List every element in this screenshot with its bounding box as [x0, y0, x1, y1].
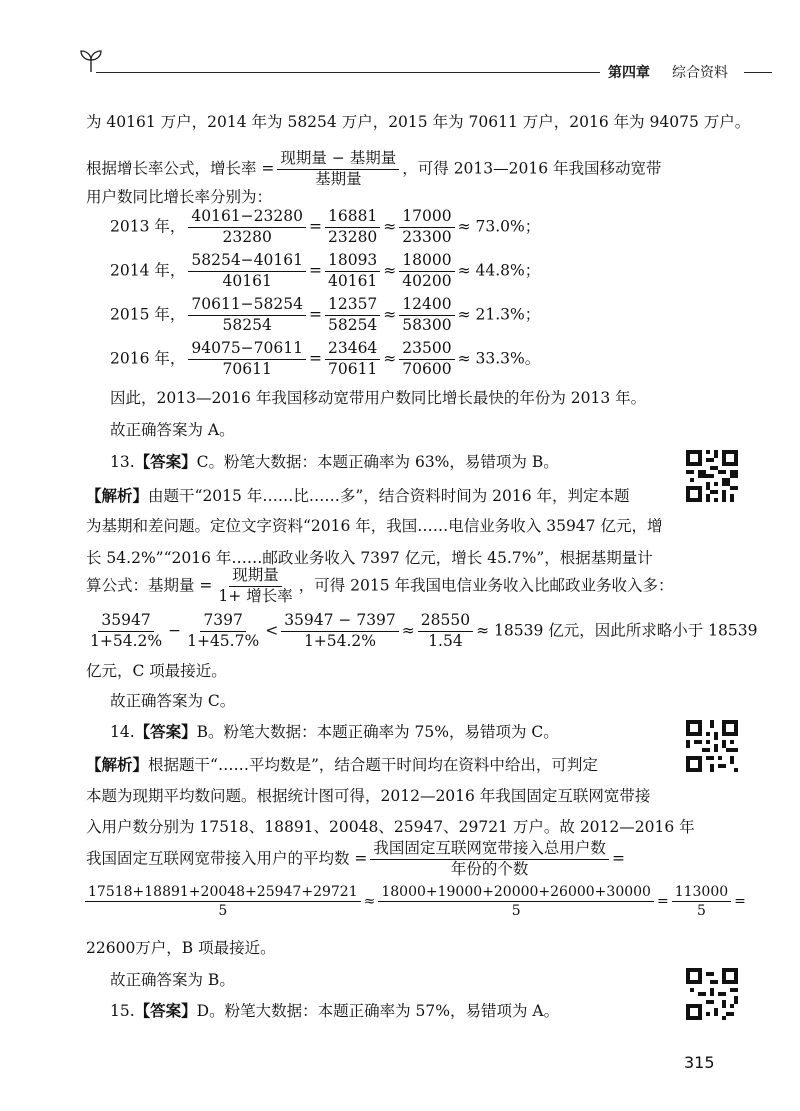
qr-code-icon[interactable] [686, 450, 738, 502]
operator: ≈ [363, 893, 376, 910]
header-rule-left [96, 72, 600, 73]
question-number: 13. [110, 453, 135, 471]
fraction-numerator: 94075−70611 [188, 340, 306, 360]
fraction-denominator: 5 [511, 903, 521, 920]
fraction [87, 612, 165, 651]
calc-line [82, 884, 746, 919]
text-run: 由题干“2015 年……比……多”，结合资料时间为 2016 年，判定本题 [148, 487, 630, 505]
fraction-numerator: 17518+18891+20048+25947+29721 [85, 884, 361, 902]
text-line: 用户数同比增长率分别为： [86, 188, 273, 206]
row-result: ≈ 44.8%； [457, 261, 541, 280]
fraction-numerator: 35947 [98, 612, 153, 632]
chapter-label: 第四章 [608, 65, 650, 81]
fraction-numerator: 35947 − 7397 [281, 612, 399, 632]
row-result: ≈ 73.0%； [457, 217, 541, 236]
fraction-numerator: 16881 [325, 208, 380, 228]
row-result: ≈ 21.3%； [457, 305, 541, 324]
fraction [325, 252, 380, 291]
fraction-denominator: 23280 [222, 227, 272, 246]
fraction-denominator: 58254 [327, 315, 378, 334]
answer-line: 故正确答案为 C。 [110, 692, 236, 710]
fraction-denominator: 年份的个数 [450, 859, 529, 878]
fraction [378, 884, 654, 919]
fraction-denominator: 58300 [402, 315, 452, 334]
fraction [399, 252, 454, 291]
fraction [215, 567, 295, 606]
fraction-denominator: 1+54.2% [303, 631, 377, 650]
qr-code-icon[interactable] [686, 968, 738, 1020]
fraction [399, 208, 454, 247]
text-line: 为 40161 万户，2014 年为 58254 万户，2015 年为 70611 万户，2016 年为 94075 万户。 [86, 113, 751, 131]
fraction-numerator: 现期量 − 基期量 [277, 150, 399, 170]
calc-row-2014: 2014 年， $\frac{58254-40161}{40161}$ = $\frac{18093}{40161}$ ≈ $\frac{18000}{40200}$ ≈ 44.8%； [110, 251, 541, 290]
fraction-denominator: 5 [696, 903, 706, 920]
fraction-denominator: 23280 [327, 227, 378, 246]
fraction-denominator: 1.54 [428, 631, 463, 650]
analysis-line [86, 753, 598, 775]
fraction [325, 296, 380, 335]
text-line: 为基期和差问题。定位文字资料“2016 年，我国……电信业务收入 35947 亿元，增 [86, 517, 663, 535]
fraction-denominator: 70611 [327, 359, 378, 378]
text-line: 亿元，C 项最接近。 [86, 662, 227, 680]
answer-text: B。粉笔大数据：本题正确率为 75%，易错项为 C。 [196, 723, 559, 741]
text-run: ，可得 2015 年我国电信业务收入比邮政业务收入多： [298, 576, 674, 595]
header-rule-right [744, 72, 772, 73]
operator: < [265, 621, 279, 640]
fraction-numerator: 18000+19000+20000+26000+30000 [378, 884, 654, 902]
fraction [399, 296, 454, 335]
fraction-denominator: 5 [218, 903, 228, 920]
fraction-numerator: 12357 [325, 296, 380, 316]
row-year: 2016 年， [110, 349, 186, 368]
fraction-denominator: 58254 [222, 315, 272, 334]
answer-tag: 【答案】 [134, 452, 197, 471]
text-run: ，可得 2013—2016 年我国移动宽带 [402, 159, 662, 178]
operator: = [656, 893, 669, 910]
text-run: 根据题干“……平均数是”，结合题干时间均在资料中给出，可判定 [148, 756, 598, 774]
fraction-numerator: 18000 [399, 252, 454, 272]
average-formula-line [86, 840, 625, 879]
fraction-denominator: 70611 [222, 359, 272, 378]
fraction [188, 252, 306, 291]
fraction-numerator: 7397 [200, 612, 245, 632]
answer-text: C。粉笔大数据：本题正确率为 63%，易错项为 B。 [196, 453, 559, 471]
analysis-line [86, 484, 630, 506]
fraction-denominator: 1+54.2% [90, 631, 163, 650]
fraction-denominator: 1+ 增长率 [218, 586, 293, 605]
fraction-numerator: 70611−58254 [188, 296, 306, 316]
fraction [188, 296, 306, 335]
fraction-numerator: 58254−40161 [188, 252, 306, 272]
fraction [188, 208, 306, 247]
fraction [399, 340, 454, 379]
qr-code-icon[interactable] [686, 720, 738, 772]
question-13-header [110, 450, 559, 472]
question-number: 15. [110, 1002, 135, 1020]
text-line: 长 54.2%”“2016 年……邮政业务收入 7397 亿元，增长 45.7%”，根据基期量计 [86, 549, 653, 567]
page-number: 315 [684, 1053, 715, 1072]
row-result: ≈ 33.3%。 [457, 349, 541, 368]
calc-row-2016: 2016 年， $\frac{94075-70611}{70611}$ = $\frac{23464}{70611}$ ≈ $\frac{23500}{70600}$ ≈ 33.3%。 [110, 339, 541, 378]
calc-line [84, 612, 758, 651]
fraction [85, 884, 361, 919]
question-15-header [110, 999, 559, 1021]
question-number: 14. [110, 723, 135, 741]
fraction-denominator: 40161 [222, 271, 272, 290]
fraction-numerator: 我国固定互联网宽带接入总用户数 [370, 840, 609, 860]
calc-row-2013: 2013 年， $\frac{40161-23280}{23280}$ = $\frac{16881}{23280}$ ≈ $\frac{17000}{23300}$ ≈ 73.0%； [110, 207, 541, 246]
analysis-tag: 【解析】 [86, 486, 149, 505]
text-line: 22600万户，B 项最接近。 [86, 939, 276, 957]
fraction [325, 208, 380, 247]
text-line: 因此，2013—2016 年我国移动宽带用户数同比增长最快的年份为 2013 年。 [110, 389, 647, 407]
text-line: 入用户数分别为 17518、18891、20048、25947、29721 万户。故 2012—2016 年 [86, 818, 695, 836]
operator: − [168, 621, 182, 640]
fraction-numerator: 23464 [325, 340, 380, 360]
text-run: 我国固定互联网宽带接入用户的平均数 = [86, 849, 368, 868]
fraction [188, 340, 306, 379]
fraction [281, 612, 399, 651]
text-run: ≈ 18539 亿元，因此所求略小于 18539 [476, 621, 758, 640]
fraction-numerator: 17000 [399, 208, 454, 228]
text-run: 算公式：基期量 = [86, 576, 213, 595]
question-14-header [110, 720, 559, 742]
fraction [418, 612, 473, 651]
answer-line: 故正确答案为 A。 [110, 421, 235, 439]
fraction-numerator: 18093 [325, 252, 380, 272]
row-year: 2015 年， [110, 305, 186, 324]
operator: = [611, 849, 625, 868]
text-line: 本题为现期平均数问题。根据统计图可得，2012—2016 年我国固定互联网宽带接 [86, 787, 651, 805]
text-run: 根据增长率公式，增长率 = [86, 159, 275, 178]
section-label: 综合资料 [672, 65, 728, 81]
fraction-denominator: 40200 [402, 271, 452, 290]
answer-line: 故正确答案为 B。 [110, 971, 235, 989]
row-year: 2014 年， [110, 261, 186, 280]
operator: = [734, 893, 746, 910]
operator: ≈ [401, 621, 415, 640]
fraction-numerator: 12400 [399, 296, 454, 316]
fraction-denominator: 23300 [402, 227, 452, 246]
fraction [672, 884, 731, 919]
fraction-denominator: 基期量 [315, 169, 362, 188]
fraction [277, 150, 399, 189]
fraction-denominator: 1+45.7% [187, 631, 260, 650]
fraction-denominator: 40161 [327, 271, 378, 290]
fraction-numerator: 现期量 [229, 567, 282, 587]
calc-row-2015: 2015 年， $\frac{70611-58254}{58254}$ = $\frac{12357}{58254}$ ≈ $\frac{12400}{58300}$ ≈ 21.3%； [110, 295, 541, 334]
sprout-logo-icon [78, 48, 104, 74]
answer-text: D。粉笔大数据：本题正确率为 57%，易错项为 A。 [196, 1002, 560, 1020]
growth-formula-line [86, 150, 662, 189]
base-formula-line [86, 567, 674, 606]
fraction [370, 840, 609, 879]
fraction-numerator: 113000 [672, 884, 731, 902]
fraction-denominator: 70600 [402, 359, 452, 378]
fraction-numerator: 23500 [399, 340, 454, 360]
fraction-numerator: 40161−23280 [188, 208, 306, 228]
answer-tag: 【答案】 [134, 722, 197, 741]
answer-tag: 【答案】 [134, 1001, 197, 1020]
fraction-numerator: 28550 [418, 612, 473, 632]
fraction [184, 612, 262, 651]
row-year: 2013 年， [110, 217, 186, 236]
fraction [325, 340, 380, 379]
analysis-tag: 【解析】 [86, 755, 149, 774]
